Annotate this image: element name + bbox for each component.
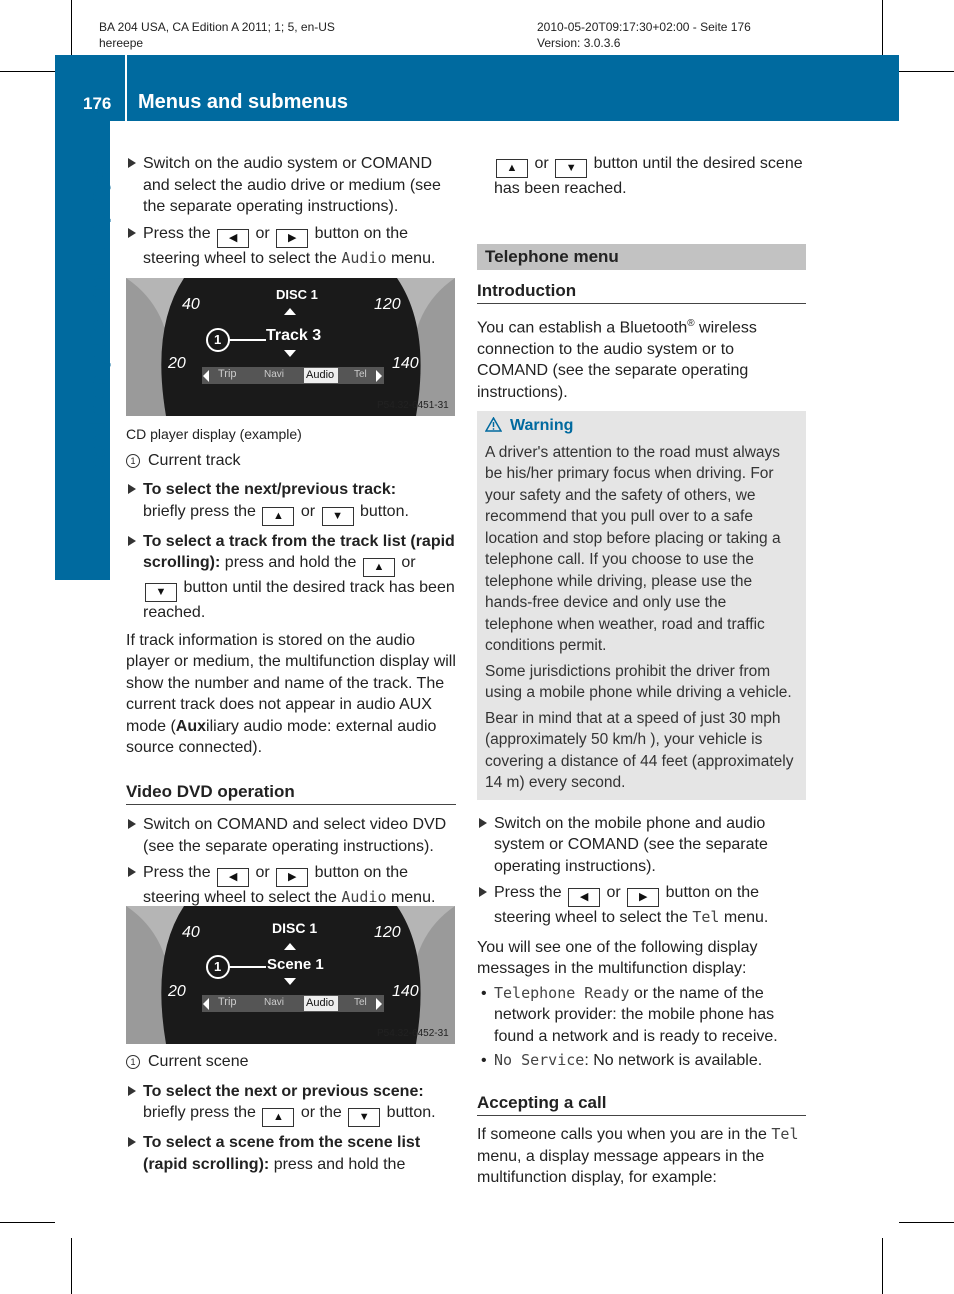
list-item <box>477 1050 806 1072</box>
figure-caption: CD player display (example) <box>126 426 302 442</box>
warning-text: Bear in mind that at a speed of just 30 mph (approximately 50 km/h ), your vehicle is covering a distance of 44 feet (approximately 14 m) every second. <box>485 709 794 792</box>
instruction-step: Switch on the audio system or COMAND and select the audio drive or medium (see the separate operating instructions). <box>126 153 456 218</box>
instruction-step <box>126 479 456 526</box>
step-title: To select the next/previous track: <box>143 481 397 498</box>
warning-triangle-icon <box>485 417 502 439</box>
text: iliary audio mode: external audio source connected). <box>126 717 437 756</box>
text: If someone calls you when you are in the <box>477 1126 767 1144</box>
menu-name: Tel <box>692 908 720 927</box>
display-message: No Service <box>494 1051 585 1070</box>
cd-player-display-image <box>126 278 455 416</box>
text: Press the <box>494 884 562 902</box>
image-code: P54.32-6451-31 <box>377 400 449 411</box>
text: menu. <box>390 889 436 906</box>
step-title: To select a track from the track list (rapid scrolling): <box>143 532 455 571</box>
right-key-icon: ▶ <box>276 229 308 248</box>
scale-120: 120 <box>374 924 401 941</box>
text: : No network is available. <box>584 1052 763 1070</box>
scale-120: 120 <box>374 296 401 313</box>
scale-40: 40 <box>182 296 200 313</box>
subsection-heading: Introduction <box>477 280 806 305</box>
text: or the <box>300 1104 342 1121</box>
menu-audio: Audio <box>306 369 335 381</box>
crop-mark <box>71 0 72 55</box>
text: or <box>401 554 416 571</box>
print-meta-right <box>537 19 751 51</box>
text: menu, a display message appears in the multifunction display, for example: <box>477 1147 765 1187</box>
text: If track information is stored on the audio player or medium, the multifunction display will show the number and name of the track. The current track does not appear in audio AUX mode ( <box>126 631 456 735</box>
disc-label: DISC 1 <box>276 287 318 302</box>
menu-trip: Trip <box>218 996 237 1008</box>
crop-mark <box>882 1238 883 1294</box>
disc-label: DISC 1 <box>272 920 318 936</box>
left-column-bottom <box>126 1051 456 1180</box>
text: or <box>255 864 270 881</box>
page-title: Menus and submenus <box>138 91 349 113</box>
current-item-label: Scene 1 <box>267 956 324 973</box>
text: Press the <box>143 224 211 242</box>
warning-text: A driver's attention to the road must always be his/her primary focus when driving. For your safety and the safety of others, we recommend that you pull over to a safe location and stop before placing or taking a telephone call. If you choose to use the telephone while driving, please use the hands-free device and only use the telephone when weather, road and traffic conditions permit. <box>485 443 781 655</box>
text: button until the desired track has been reached. <box>143 579 455 621</box>
warning-header <box>485 415 798 439</box>
print-meta-left <box>99 19 335 51</box>
registered-mark: ® <box>687 318 695 329</box>
text: briefly press the <box>143 502 256 520</box>
menu-navi: Navi <box>264 997 285 1008</box>
text: or <box>255 224 270 242</box>
section-heading: Telephone menu <box>477 244 806 270</box>
menu-tel: Tel <box>354 997 367 1008</box>
left-key-icon: ◀ <box>568 888 600 907</box>
warning-box <box>477 411 806 800</box>
instruction-step: Switch on the mobile phone and audio system or COMAND (see the separate operating instructions). <box>477 813 806 878</box>
text: Current scene <box>148 1053 249 1070</box>
step-title: To select a scene from the scene list (rapid scrolling): <box>143 1134 421 1173</box>
step-title: To select the next or previous scene: <box>143 1082 424 1100</box>
text: button on the steering wheel to select the <box>494 884 760 927</box>
body-paragraph: You will see one of the following display messages in the multifunction display: <box>477 938 758 978</box>
down-key-icon: ▼ <box>145 583 177 602</box>
marker-number: 1 <box>214 959 222 974</box>
left-key-icon: ◀ <box>217 229 249 248</box>
up-key-icon: ▲ <box>262 507 294 526</box>
figure-legend <box>126 450 456 472</box>
text: or <box>534 155 549 172</box>
menu-tel: Tel <box>354 369 367 380</box>
text: press and hold the <box>224 554 357 571</box>
text: button. <box>386 1104 436 1121</box>
left-column <box>126 153 456 274</box>
legend-number: 1 <box>126 454 140 468</box>
menu-audio: Audio <box>306 997 335 1009</box>
warning-title: Warning <box>510 417 574 435</box>
instruction-step <box>126 862 456 909</box>
text: Press the <box>143 864 211 881</box>
instruction-step: Switch on COMAND and select video DVD (see the separate operating instructions). <box>126 814 456 857</box>
chapter-title: On-board computer and displays <box>84 164 111 526</box>
text: button. <box>359 502 409 520</box>
bold-text: Aux <box>175 717 207 735</box>
meta-line: BA 204 USA, CA Edition A 2011; 1; 5, en-US <box>99 20 335 34</box>
left-column-mid <box>126 424 456 914</box>
subsection-heading: Video DVD operation <box>126 781 456 806</box>
instruction-step <box>126 531 456 624</box>
up-key-icon: ▲ <box>496 159 528 178</box>
text: button on the steering wheel to select the <box>143 224 409 267</box>
meta-line: Version: 3.0.3.6 <box>537 36 621 50</box>
scale-140: 140 <box>392 355 419 372</box>
body-paragraph <box>477 313 806 403</box>
crop-mark <box>899 1222 954 1223</box>
down-key-icon: ▼ <box>322 507 354 526</box>
image-code: P54.32-6452-31 <box>377 1028 449 1039</box>
text: wireless connection to the audio system or to COMAND (see the separate operating instructions). <box>477 319 757 401</box>
header-divider <box>125 55 127 121</box>
crop-mark <box>899 71 954 72</box>
menu-trip: Trip <box>218 368 237 380</box>
instruction-step <box>126 1132 456 1175</box>
instruction-step <box>126 1081 456 1128</box>
legend-number: 1 <box>126 1055 140 1069</box>
scale-20: 20 <box>168 355 186 372</box>
text: briefly press the <box>143 1104 256 1121</box>
right-column <box>477 153 806 1197</box>
subsection-heading: Accepting a call <box>477 1092 806 1117</box>
marker-number: 1 <box>214 332 222 347</box>
up-key-icon: ▲ <box>363 558 395 577</box>
down-key-icon: ▼ <box>348 1108 380 1127</box>
warning-text: Some jurisdictions prohibit the driver from using a mobile phone while driving a vehicle. <box>485 662 792 702</box>
continued-step <box>477 153 806 200</box>
display-message: Telephone Ready <box>494 983 630 1002</box>
text: press and hold the <box>273 1155 406 1173</box>
text: You can establish a Bluetooth <box>477 319 688 337</box>
text: menu. <box>390 249 436 267</box>
body-paragraph <box>477 1124 806 1189</box>
right-key-icon: ▶ <box>276 868 308 887</box>
text: or <box>300 502 316 520</box>
text: button until the desired scene has been reached. <box>494 155 803 197</box>
up-key-icon: ▲ <box>262 1108 294 1127</box>
meta-line: 2010-05-20T09:17:30+02:00 - Seite 176 <box>537 20 751 34</box>
crop-mark <box>0 1222 55 1223</box>
instruction-step <box>477 882 806 929</box>
menu-name: Audio <box>341 888 387 906</box>
figure-legend <box>126 1051 456 1073</box>
left-key-icon: ◀ <box>217 868 249 887</box>
right-key-icon: ▶ <box>627 888 659 907</box>
menu-name: Tel <box>771 1125 799 1144</box>
text: menu. <box>723 909 769 927</box>
crop-mark <box>71 1238 72 1294</box>
body-paragraph <box>126 630 456 759</box>
menu-navi: Navi <box>264 369 285 380</box>
scale-140: 140 <box>392 983 419 1000</box>
scale-20: 20 <box>168 983 186 1000</box>
dvd-display-image <box>126 906 455 1044</box>
page-number: 176 <box>83 94 112 113</box>
scale-40: 40 <box>182 924 200 941</box>
page-header <box>55 55 899 121</box>
current-item-label: Track 3 <box>266 327 322 344</box>
instruction-step <box>126 223 456 270</box>
crop-mark <box>882 0 883 55</box>
text: or <box>606 884 621 902</box>
meta-line: hereepe <box>99 36 144 50</box>
text: button on the steering wheel to select the <box>143 864 409 906</box>
text: or the name of the network provider: the mobile phone has found a network and is ready to receive. <box>494 984 778 1045</box>
list-item <box>477 983 806 1048</box>
crop-mark <box>0 71 55 72</box>
menu-name: Audio <box>341 248 387 267</box>
down-key-icon: ▼ <box>555 159 587 178</box>
text: Current track <box>148 451 241 469</box>
